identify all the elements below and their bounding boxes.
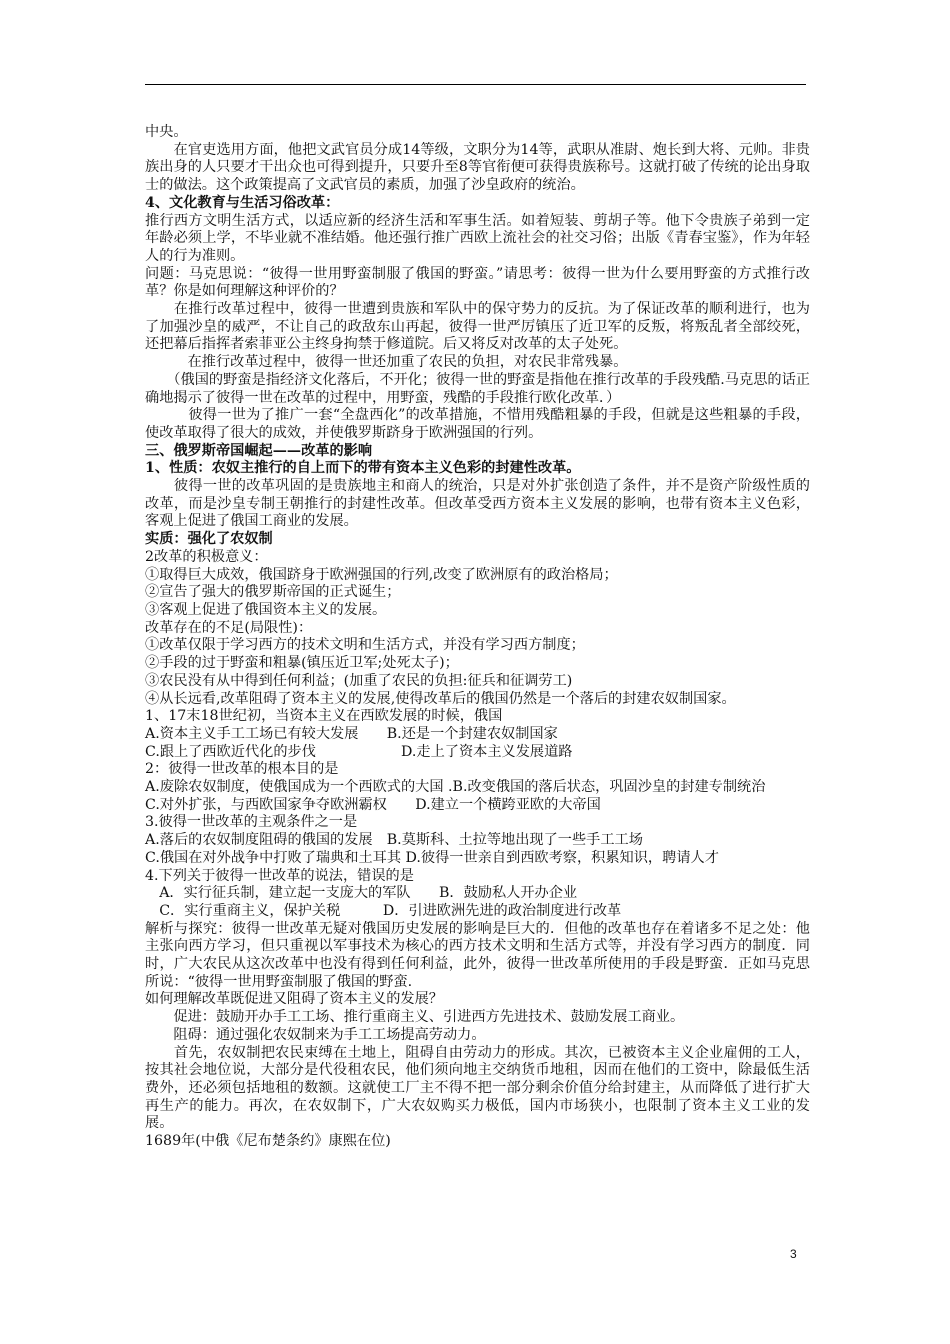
paragraph: C.俄国在对外战争中打败了瑞典和土耳其 D.彼得一世亲自到西欧考察，积累知识，聘请人才 — [145, 849, 719, 866]
paragraph: 在推行改革过程中，彼得一世遭到贵族和军队中的保守势力的反抗。为了保证改革的顺利进行，也为了加强沙皇的威严，不让自己的政敌东山再起，彼得一世严厉镇压了近卫军的反叛，将叛乱者全部绞死，还把幕后指挥者索菲亚公主终身拘禁于修道院。后又将反对改革的太子处死。 — [145, 301, 810, 353]
paragraph: 4.下列关于彼得一世改革的说法，错误的是 — [145, 867, 414, 884]
paragraph: 问题：马克思说：“彼得一世用野蛮制服了俄国的野蛮。”请思考：彼得一世为什么要用野蛮的方式推行改革？你是如何理解这种评价的？ — [145, 265, 810, 300]
paragraph: 促进：鼓励开办手工工场、推行重商主义、引进西方先进技术、鼓励发展工商业。 — [145, 1009, 685, 1026]
header-rule — [145, 84, 806, 85]
paragraph: 4、文化教育与生活习俗改革： — [145, 194, 340, 211]
paragraph: 彼得一世为了推广一套“全盘西化”的改革措施，不惜用残酷粗暴的手段，但就是这些粗暴的手段，使改革取得了很大的成效，并使俄罗斯跻身于欧洲强国的行列。 — [145, 407, 810, 441]
paragraph: 实质：强化了农奴制 — [145, 531, 273, 548]
paragraph: 改革存在的不足(局限性)： — [145, 619, 313, 636]
paragraph: 3.彼得一世改革的主观条件之一是 — [145, 814, 358, 831]
paragraph: A．实行征兵制，建立起一支庞大的军队 B．鼓励私人开办企业 — [145, 885, 578, 902]
paragraph: ①取得巨大成效，俄国跻身于欧洲强国的行列,改变了欧洲原有的政治格局； — [145, 566, 618, 583]
paragraph: 2改革的积极意义： — [145, 548, 268, 565]
paragraph: 首先，农奴制把农民束缚在土地上，阻碍自由劳动力的形成。其次，已被资本主义企业雇佣的工人，按其社会地位说，大部分是代役租农民，他们须向地主交纳货币地租，因而在他们的工资中，除最低生活费外，还必须包括地租的数额。这就使工厂主不得不把一部分剩余价值分给封建主，从而降低了进行扩大再生产的能力。再次，在农奴制下，广大农奴购买力极低，国内市场狭小，也限制了资本主义工业的发展。 — [145, 1044, 810, 1132]
paragraph: C.跟上了西欧近代化的步伐 D.走上了资本主义发展道路 — [145, 743, 573, 760]
paragraph: ②手段的过于野蛮和粗暴(镇压近卫军;处死太子)； — [145, 655, 459, 672]
paragraph: 在官吏选用方面，他把文武官员分成14等级，文职分为14等，武职从准尉、炮长到大将、元帅。非贵族出身的人只要才干出众也可得到提升，只要升至8等官衔便可获得贵族称号。这就打破了传统的论出身取士的做法。这个政策提高了文武官员的素质，加强了沙皇政府的统治。 — [145, 141, 810, 194]
document-body — [145, 124, 810, 1151]
paragraph: A.废除农奴制度，使俄国成为一个西欧式的大国 .B.改变俄国的落后状态，巩固沙皇的封建专制统治 — [145, 779, 766, 796]
paragraph: A.落后的农奴制度阻碍的俄国的发展 B.莫斯科、土拉等地出现了一些手工工场 — [145, 832, 643, 849]
paragraph: A.资本主义手工工场已有较大发展 B.还是一个封建农奴制国家 — [145, 725, 558, 742]
paragraph: 1689年(中俄《尼布楚条约》康熙在位) — [145, 1133, 391, 1150]
paragraph: 1、性质：农奴主推行的自上而下的带有资本主义色彩的封建性改革。 — [145, 460, 581, 477]
paragraph: （俄国的野蛮是指经济文化落后，不开化；彼得一世的野蛮是指他在推行改革的手段残酷.马克思的话正确地揭示了彼得一世在改革的过程中，用野蛮，残酷的手段推行欧化改革．） — [145, 371, 810, 406]
paragraph: 阻碍：通过强化农奴制来为手工工场提高劳动力。 — [145, 1026, 486, 1043]
paragraph: C．实行重商主义，保护关税 D．引进欧洲先进的政治制度进行改革 — [145, 902, 622, 919]
paragraph: 如何理解改革既促进又阻碍了资本主义的发展？ — [145, 991, 443, 1008]
paragraph: 彼得一世的改革巩固的是贵族地主和商人的统治，只是对外扩张创造了条件，并不是资产阶级性质的改革，而是沙皇专制王朝推行的封建性改革。但改革受西方资本主义发展的影响，也带有资本主义色彩，客观上促进了俄国工商业的发展。 — [145, 478, 810, 530]
paragraph: 三、俄罗斯帝国崛起——改革的影响 — [145, 442, 373, 459]
paragraph: 1、17末18世纪初，当资本主义在西欧发展的时候，俄国 — [145, 708, 503, 725]
paragraph: 中央。 — [145, 124, 188, 140]
paragraph: 推行西方文明生活方式，以适应新的经济生活和军事生活。如着短装、剪胡子等。他下令贵族子弟到一定年龄必须上学，不毕业就不准结婚。他还强行推广西欧上流社会的社交习俗；出版《青春宝鉴》，作为年轻人的行为准则。 — [145, 212, 810, 264]
paragraph: ③客观上促进了俄国资本主义的发展。 — [145, 601, 387, 618]
paragraph: 2：彼得一世改革的根本目的是 — [145, 761, 339, 778]
page-number: 3 — [790, 1247, 797, 1261]
paragraph: ①改革仅限于学习西方的技术文明和生活方式，并没有学习西方制度； — [145, 637, 585, 654]
paragraph: ②宣告了强大的俄罗斯帝国的正式诞生； — [145, 584, 401, 601]
paragraph: C.对外扩张，与西欧国家争夺欧洲霸权 D.建立一个横跨亚欧的大帝国 — [145, 796, 601, 813]
paragraph: 解析与探究：彼得一世改革无疑对俄国历史发展的影响是巨大的．但他的改革也存在着诸多不足之处：他主张向西方学习，但只重视以军事技术为核心的西方技术文明和生活方式等，并没有学习西方的制度．同时，广大农民从这次改革中也没有得到任何利益，此外，彼得一世改革所使用的手段是野蛮．正如马克思所说：“彼得一世用野蛮制服了俄国的野蛮. — [145, 920, 810, 990]
paragraph: ④从长远看,改革阻碍了资本主义的发展,使得改革后的俄国仍然是一个落后的封建农奴制国家。 — [145, 690, 736, 707]
paragraph: 在推行改革过程中，彼得一世还加重了农民的负担，对农民非常残暴。 — [145, 354, 628, 371]
paragraph: ③农民没有从中得到任何利益；(加重了农民的负担:征兵和征调劳工) — [145, 672, 573, 689]
